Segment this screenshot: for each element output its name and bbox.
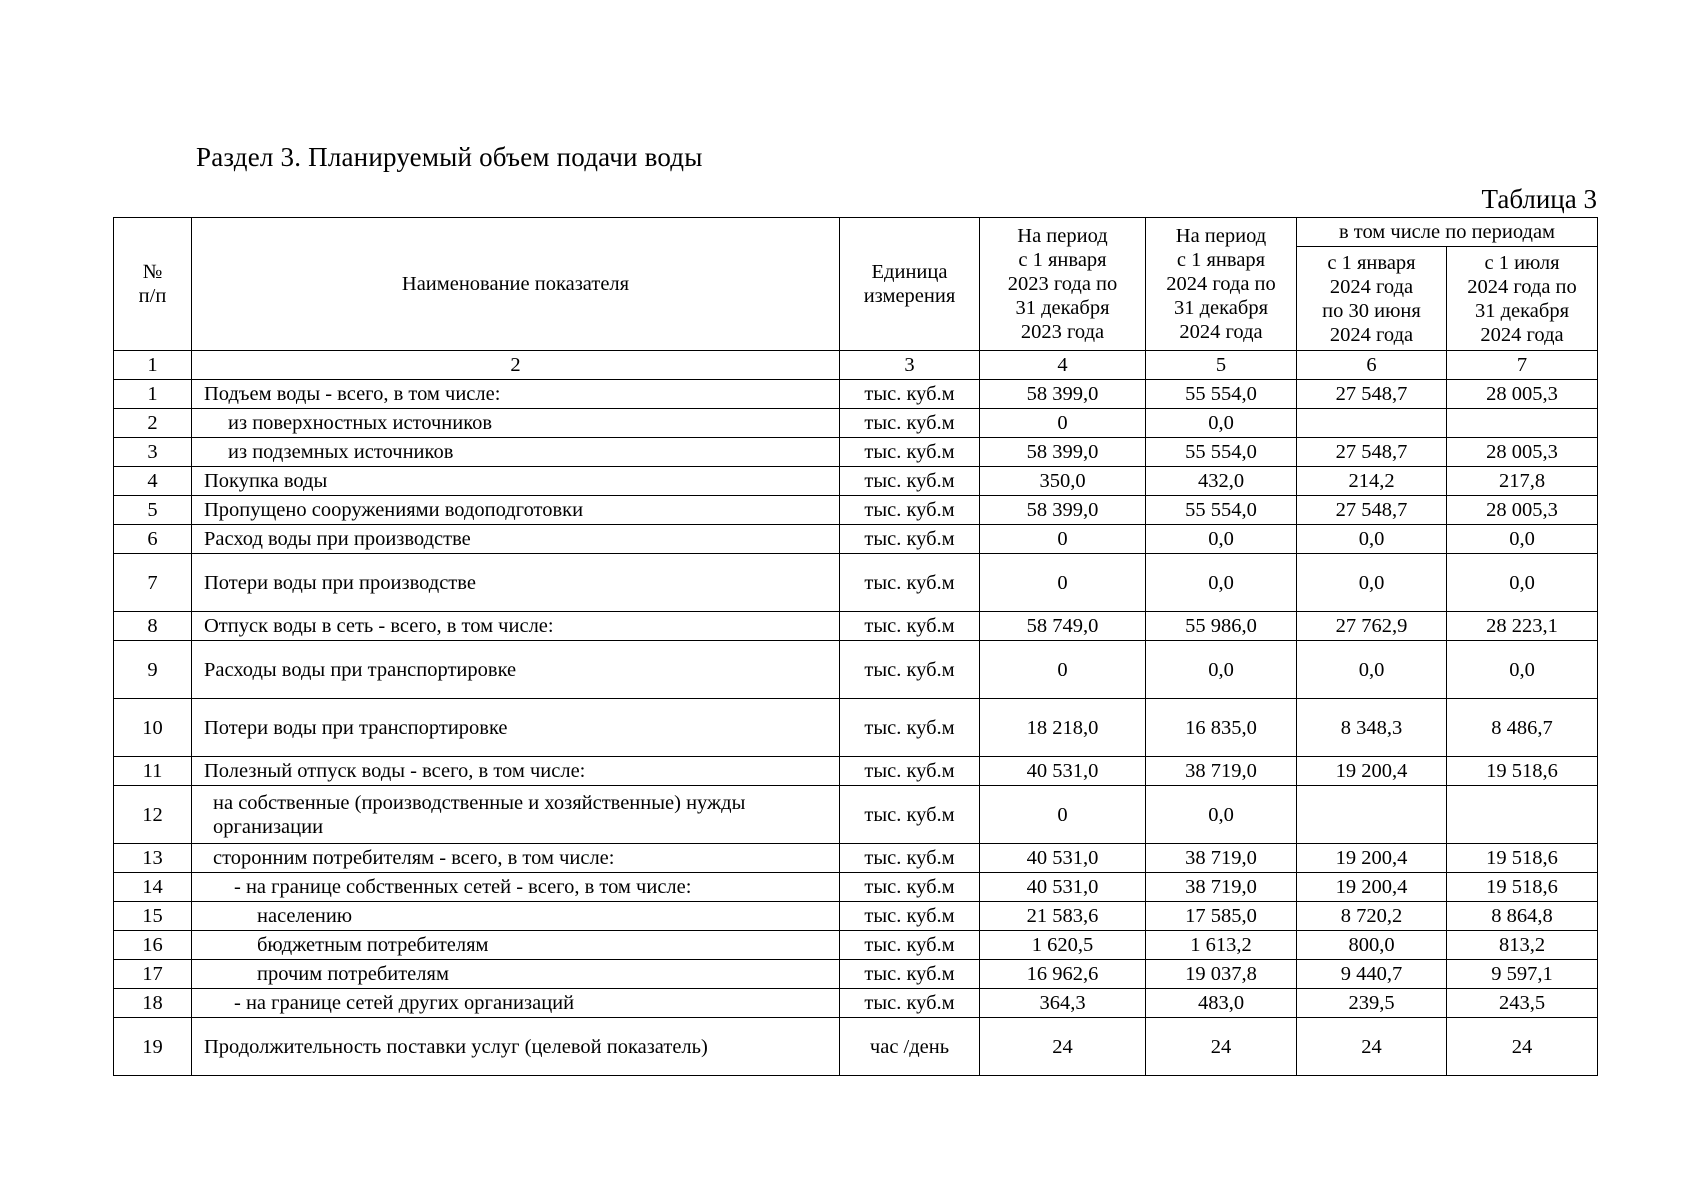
column-number: 3 (840, 351, 980, 380)
header-subperiod-1: с 1 января 2024 года по 30 июня 2024 года (1297, 247, 1447, 351)
value-h1-2024: 0,0 (1297, 641, 1447, 699)
value-2023: 58 399,0 (980, 438, 1146, 467)
unit-cell: тыс. куб.м (840, 467, 980, 496)
value-2023: 0 (980, 786, 1146, 844)
unit-cell: тыс. куб.м (840, 989, 980, 1018)
row-number: 18 (114, 989, 192, 1018)
value-h1-2024: 0,0 (1297, 525, 1447, 554)
unit-cell: тыс. куб.м (840, 931, 980, 960)
table-row (114, 844, 1598, 873)
indicator-name: бюджетным потребителям (192, 931, 840, 960)
value-h1-2024: 8 348,3 (1297, 699, 1447, 757)
indicator-name: Полезный отпуск воды - всего, в том числе: (192, 757, 840, 786)
row-number: 1 (114, 380, 192, 409)
table-row (114, 902, 1598, 931)
row-number: 13 (114, 844, 192, 873)
value-h1-2024: 214,2 (1297, 467, 1447, 496)
value-2023: 58 399,0 (980, 380, 1146, 409)
value-h1-2024: 9 440,7 (1297, 960, 1447, 989)
value-2024: 17 585,0 (1146, 902, 1297, 931)
unit-cell: тыс. куб.м (840, 409, 980, 438)
value-2024: 19 037,8 (1146, 960, 1297, 989)
value-2024: 0,0 (1146, 525, 1297, 554)
value-h1-2024: 239,5 (1297, 989, 1447, 1018)
unit-cell: тыс. куб.м (840, 844, 980, 873)
value-h2-2024: 28 005,3 (1447, 496, 1598, 525)
value-2023: 21 583,6 (980, 902, 1146, 931)
value-h2-2024: 24 (1447, 1018, 1598, 1076)
indicator-name: Расход воды при производстве (192, 525, 840, 554)
row-number: 17 (114, 960, 192, 989)
value-2023: 40 531,0 (980, 757, 1146, 786)
value-2024: 38 719,0 (1146, 844, 1297, 873)
header-period-2024: На период с 1 января 2024 года по 31 декабря 2024 года (1146, 218, 1297, 351)
value-2023: 364,3 (980, 989, 1146, 1018)
value-h1-2024: 800,0 (1297, 931, 1447, 960)
value-h1-2024: 19 200,4 (1297, 757, 1447, 786)
value-h2-2024: 19 518,6 (1447, 844, 1598, 873)
unit-cell: час /день (840, 1018, 980, 1076)
indicator-name: Подъем воды - всего, в том числе: (192, 380, 840, 409)
indicator-name: - на границе собственных сетей - всего, в том числе: (192, 873, 840, 902)
value-h1-2024: 8 720,2 (1297, 902, 1447, 931)
value-h1-2024: 27 548,7 (1297, 496, 1447, 525)
unit-cell: тыс. куб.м (840, 554, 980, 612)
column-number: 4 (980, 351, 1146, 380)
row-number: 11 (114, 757, 192, 786)
indicator-name: Отпуск воды в сеть - всего, в том числе: (192, 612, 840, 641)
column-number: 1 (114, 351, 192, 380)
table-row (114, 699, 1598, 757)
row-number: 9 (114, 641, 192, 699)
table-row (114, 786, 1598, 844)
value-h2-2024 (1447, 409, 1598, 438)
indicator-name: сторонним потребителям - всего, в том числе: (192, 844, 840, 873)
value-2023: 58 749,0 (980, 612, 1146, 641)
unit-cell: тыс. куб.м (840, 873, 980, 902)
row-number: 14 (114, 873, 192, 902)
unit-cell: тыс. куб.м (840, 641, 980, 699)
header-subperiod-2: с 1 июля 2024 года по 31 декабря 2024 года (1447, 247, 1598, 351)
table-row (114, 757, 1598, 786)
header-period-2023: На период с 1 января 2023 года по 31 декабря 2023 года (980, 218, 1146, 351)
table-row (114, 525, 1598, 554)
unit-cell: тыс. куб.м (840, 525, 980, 554)
value-h1-2024: 0,0 (1297, 554, 1447, 612)
table-row (114, 641, 1598, 699)
value-2023: 0 (980, 409, 1146, 438)
value-h1-2024: 19 200,4 (1297, 873, 1447, 902)
value-h2-2024: 0,0 (1447, 554, 1598, 612)
unit-cell: тыс. куб.м (840, 699, 980, 757)
header-subperiods-group: в том числе по периодам (1297, 218, 1598, 247)
value-2024: 0,0 (1146, 641, 1297, 699)
value-2023: 40 531,0 (980, 844, 1146, 873)
value-h2-2024: 8 486,7 (1447, 699, 1598, 757)
value-2023: 0 (980, 525, 1146, 554)
indicator-name: Пропущено сооружениями водоподготовки (192, 496, 840, 525)
column-number: 5 (1146, 351, 1297, 380)
value-h1-2024: 27 548,7 (1297, 438, 1447, 467)
indicator-name: населению (192, 902, 840, 931)
row-number: 19 (114, 1018, 192, 1076)
value-2024: 24 (1146, 1018, 1297, 1076)
value-h1-2024: 19 200,4 (1297, 844, 1447, 873)
value-2023: 16 962,6 (980, 960, 1146, 989)
row-number: 5 (114, 496, 192, 525)
section-title: Раздел 3. Планируемый объем подачи воды (196, 142, 703, 172)
header-name: Наименование показателя (192, 218, 840, 351)
water-supply-table (113, 217, 1598, 1076)
unit-cell: тыс. куб.м (840, 757, 980, 786)
indicator-name: Покупка воды (192, 467, 840, 496)
row-number: 8 (114, 612, 192, 641)
unit-cell: тыс. куб.м (840, 902, 980, 931)
value-h2-2024 (1447, 786, 1598, 844)
row-number: 12 (114, 786, 192, 844)
row-number: 15 (114, 902, 192, 931)
row-number: 2 (114, 409, 192, 438)
value-2024: 38 719,0 (1146, 873, 1297, 902)
unit-cell: тыс. куб.м (840, 380, 980, 409)
table-row (114, 612, 1598, 641)
value-2024: 16 835,0 (1146, 699, 1297, 757)
unit-cell: тыс. куб.м (840, 612, 980, 641)
table-label: Таблица 3 (1481, 184, 1597, 214)
table-row (114, 1018, 1598, 1076)
value-2024: 55 554,0 (1146, 380, 1297, 409)
value-2024: 55 986,0 (1146, 612, 1297, 641)
row-number: 6 (114, 525, 192, 554)
value-2024: 38 719,0 (1146, 757, 1297, 786)
value-2024: 55 554,0 (1146, 438, 1297, 467)
column-number: 2 (192, 351, 840, 380)
row-number: 4 (114, 467, 192, 496)
value-2024: 0,0 (1146, 554, 1297, 612)
unit-cell: тыс. куб.м (840, 496, 980, 525)
header-num: № п/п (114, 218, 192, 351)
indicator-name: на собственные (производственные и хозяйственные) нужды организации (192, 786, 840, 844)
value-h1-2024 (1297, 409, 1447, 438)
value-2023: 24 (980, 1018, 1146, 1076)
indicator-name: Потери воды при производстве (192, 554, 840, 612)
value-2024: 0,0 (1146, 786, 1297, 844)
unit-cell: тыс. куб.м (840, 438, 980, 467)
value-h2-2024: 243,5 (1447, 989, 1598, 1018)
table-row (114, 380, 1598, 409)
header-unit: Единица измерения (840, 218, 980, 351)
table-row (114, 554, 1598, 612)
indicator-name: прочим потребителям (192, 960, 840, 989)
value-2023: 40 531,0 (980, 873, 1146, 902)
value-2024: 432,0 (1146, 467, 1297, 496)
indicator-name: из подземных источников (192, 438, 840, 467)
value-2024: 483,0 (1146, 989, 1297, 1018)
table-row (114, 989, 1598, 1018)
value-h1-2024 (1297, 786, 1447, 844)
table-row (114, 438, 1598, 467)
value-h1-2024: 27 762,9 (1297, 612, 1447, 641)
value-2024: 55 554,0 (1146, 496, 1297, 525)
row-number: 10 (114, 699, 192, 757)
value-2023: 0 (980, 641, 1146, 699)
value-h2-2024: 8 864,8 (1447, 902, 1598, 931)
value-2024: 1 613,2 (1146, 931, 1297, 960)
value-2023: 18 218,0 (980, 699, 1146, 757)
value-2023: 1 620,5 (980, 931, 1146, 960)
value-h2-2024: 19 518,6 (1447, 757, 1598, 786)
value-h1-2024: 27 548,7 (1297, 380, 1447, 409)
unit-cell: тыс. куб.м (840, 960, 980, 989)
unit-cell: тыс. куб.м (840, 786, 980, 844)
value-2023: 350,0 (980, 467, 1146, 496)
value-2024: 0,0 (1146, 409, 1297, 438)
value-h2-2024: 0,0 (1447, 525, 1598, 554)
column-number: 7 (1447, 351, 1598, 380)
value-h2-2024: 0,0 (1447, 641, 1598, 699)
table-row (114, 467, 1598, 496)
value-h2-2024: 217,8 (1447, 467, 1598, 496)
value-h2-2024: 9 597,1 (1447, 960, 1598, 989)
indicator-name: - на границе сетей других организаций (192, 989, 840, 1018)
indicator-name: из поверхностных источников (192, 409, 840, 438)
value-h2-2024: 19 518,6 (1447, 873, 1598, 902)
row-number: 16 (114, 931, 192, 960)
column-number: 6 (1297, 351, 1447, 380)
indicator-name: Продолжительность поставки услуг (целевой показатель) (192, 1018, 840, 1076)
value-h2-2024: 28 005,3 (1447, 438, 1598, 467)
value-h2-2024: 28 223,1 (1447, 612, 1598, 641)
table-row (114, 931, 1598, 960)
table-row (114, 496, 1598, 525)
value-h2-2024: 28 005,3 (1447, 380, 1598, 409)
indicator-name: Потери воды при транспортировке (192, 699, 840, 757)
column-numbers-row (114, 351, 1598, 380)
table-row (114, 960, 1598, 989)
indicator-name: Расходы воды при транспортировке (192, 641, 840, 699)
value-h1-2024: 24 (1297, 1018, 1447, 1076)
row-number: 7 (114, 554, 192, 612)
row-number: 3 (114, 438, 192, 467)
value-h2-2024: 813,2 (1447, 931, 1598, 960)
value-2023: 0 (980, 554, 1146, 612)
table-row (114, 409, 1598, 438)
value-2023: 58 399,0 (980, 496, 1146, 525)
table-row (114, 873, 1598, 902)
